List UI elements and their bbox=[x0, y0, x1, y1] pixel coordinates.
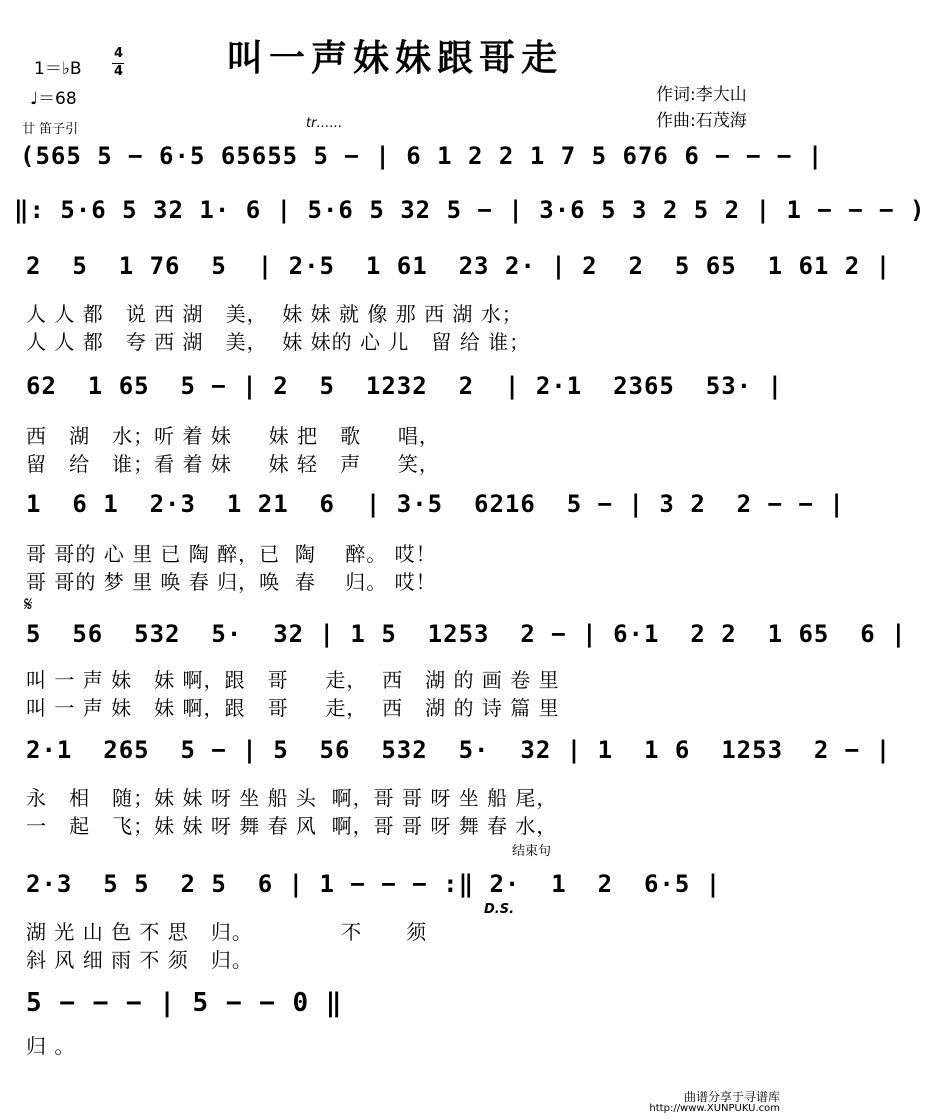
lyrics-row-4-verse-1: 西 湖 水；听 着 妹 妹 把 歌 唱， bbox=[26, 424, 440, 448]
intro-label: 廿 笛子引 bbox=[22, 122, 79, 137]
lyricist-credit: 作词:李大山 bbox=[656, 85, 747, 105]
ds-label: D.S. bbox=[484, 902, 515, 917]
notation-row-6: 5 56 532 5· 32 | 1 5 1253 2 − | 6·1 2 2 1 65 6 | bbox=[26, 620, 907, 648]
key-signature: 1＝♭B bbox=[34, 59, 82, 79]
tempo-marking: ♩＝68 bbox=[30, 89, 77, 109]
notation-row-3: 2 5 1 76 5 | 2·5 1 61 23 2· | 2 2 5 65 1 61 2 | bbox=[26, 252, 892, 280]
lyrics-row-7-verse-2: 一 起 飞；妹 妹 呀 舞 春 风 啊，哥 哥 呀 舞 春 水， bbox=[26, 814, 558, 838]
segno-sign: 𝄋 bbox=[24, 592, 33, 616]
lyrics-row-3-verse-2: 人 人 都 夸 西 湖 美， 妹 妹的 心 儿 留 给 谁； bbox=[26, 330, 531, 354]
lyrics-row-8-verse-1: 湖 光 山 色 不 思 归。 不 须 bbox=[26, 920, 428, 944]
lyrics-row-6-verse-2: 叫 一 声 妹 妹 啊，跟 哥 走， 西 湖 的 诗 篇 里 bbox=[26, 696, 560, 720]
notation-row-7: 2·1 265 5 − | 5 56 532 5· 32 | 1 1 6 1253 2 − | bbox=[26, 736, 892, 764]
notation-row-1: (565 5 − 6·5 65655 5 − | 6 1 2 2 1 7 5 676 6 − − − | bbox=[20, 142, 824, 170]
lyrics-row-6-verse-1: 叫 一 声 妹 妹 啊，跟 哥 走， 西 湖 的 画 卷 里 bbox=[26, 668, 560, 692]
notation-row-2: ‖: 5·6 5 32 1· 6 | 5·6 5 32 5 − | 3·6 5 3 2 5 2 | 1 − − − ) bbox=[14, 196, 926, 224]
ending-label: 结束句 bbox=[512, 844, 552, 859]
lyrics-row-7-verse-1: 永 相 随；妹 妹 呀 坐 船 头 啊，哥 哥 呀 坐 船 尾， bbox=[26, 786, 558, 810]
time-signature-bottom: 4 bbox=[114, 64, 124, 79]
lyrics-row-5-verse-2: 哥 哥的 梦 里 唤 春 归，唤 春 归。 哎！ bbox=[26, 570, 437, 594]
lyrics-row-4-verse-2: 留 给 谁；看 着 妹 妹 轻 声 笑， bbox=[26, 452, 440, 476]
notation-row-5: 1 6 1 2·3 1 21 6 | 3·5 6216 5 − | 3 2 2 − − | bbox=[26, 490, 845, 518]
lyrics-row-9: 归 。 bbox=[26, 1034, 76, 1058]
composer-credit: 作曲:石茂海 bbox=[656, 111, 747, 131]
time-signature-top: 4 bbox=[114, 46, 124, 61]
trill-mark: tr…… bbox=[306, 116, 343, 131]
notation-row-8: 2·3 5 5 2 5 6 | 1 − − − :‖ 2· 1 2 6·5 | bbox=[26, 870, 722, 898]
lyrics-row-3-verse-1: 人 人 都 说 西 湖 美， 妹 妹 就 像 那 西 湖 水； bbox=[26, 302, 523, 326]
lyrics-row-5-verse-1: 哥 哥的 心 里 已 陶 醉，已 陶 醉。 哎！ bbox=[26, 542, 437, 566]
notation-row-4: 62 1 65 5 − | 2 5 1232 2 | 2·1 2365 53· | bbox=[26, 372, 784, 400]
notation-row-9: 5 − − − | 5 − − 0 ‖ bbox=[26, 988, 343, 1018]
lyrics-row-8-verse-2: 斜 风 细 雨 不 须 归。 bbox=[26, 948, 253, 972]
song-title: 叫一声妹妹跟哥走 bbox=[226, 38, 563, 79]
watermark-url: http://www.XUNPUKU.com bbox=[649, 1103, 780, 1114]
watermark-site-name: 曲谱分享于寻谱库 bbox=[683, 1090, 780, 1104]
